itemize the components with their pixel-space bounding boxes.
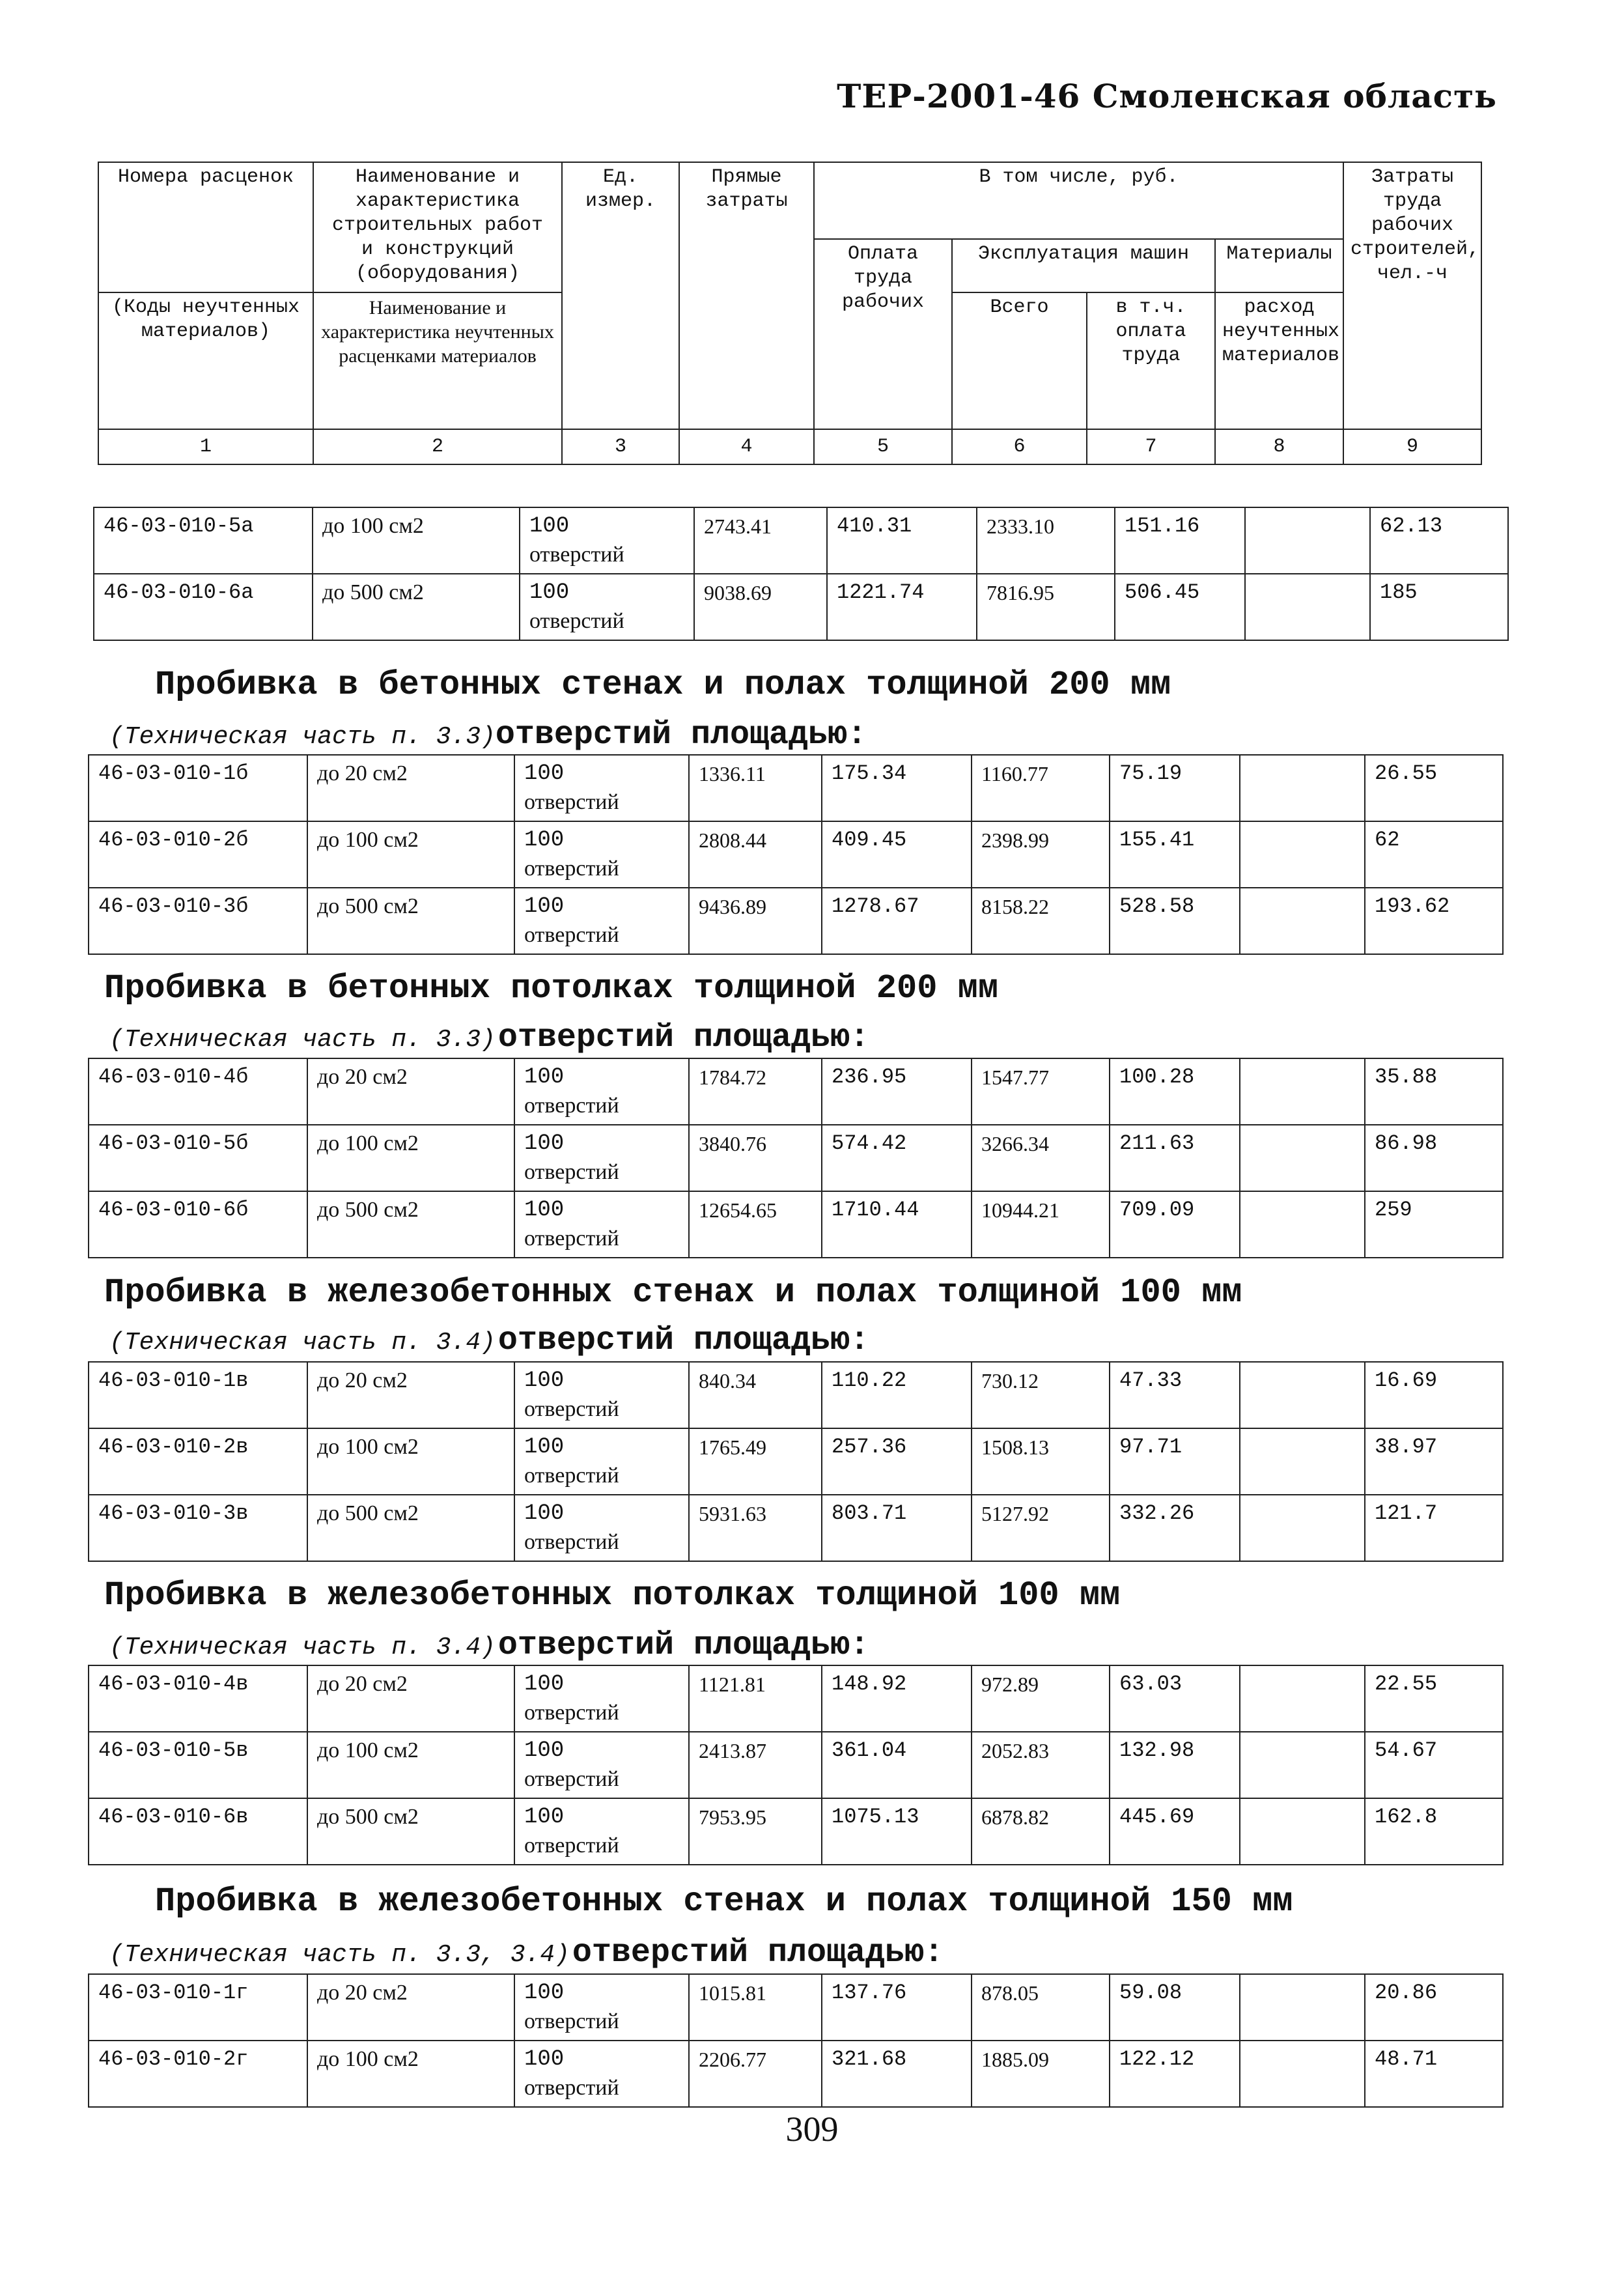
section-subtitle-bold: отверстий площадью:	[572, 1934, 944, 1972]
materials-cost	[1240, 1665, 1365, 1732]
worker-hours: 16.69	[1365, 1362, 1503, 1428]
table-row	[89, 1058, 1503, 1125]
col-number: 9	[1343, 429, 1481, 464]
direct-costs: 3840.76	[689, 1125, 822, 1191]
labor-cost: 361.04	[822, 1732, 972, 1798]
materials-cost	[1245, 574, 1370, 640]
rate-code: 46-03-010-1в	[89, 1362, 307, 1428]
section-subtitle	[109, 1322, 869, 1359]
direct-costs: 1784.72	[689, 1058, 822, 1125]
table-row	[89, 1665, 1503, 1732]
table-row	[89, 1428, 1503, 1495]
direct-costs: 12654.65	[689, 1191, 822, 1258]
unit-quantity: 100	[524, 1981, 565, 2005]
unit	[514, 888, 689, 954]
materials-cost	[1240, 2041, 1365, 2107]
unit	[514, 2041, 689, 2107]
work-name: до 500 см2	[307, 1798, 514, 1865]
machines-cost: 972.89	[972, 1665, 1110, 1732]
unit	[514, 1362, 689, 1428]
unit	[514, 1798, 689, 1865]
header-machines-labor: в т.ч. оплата труда	[1087, 292, 1215, 429]
machines-cost: 3266.34	[972, 1125, 1110, 1191]
header-direct-costs: Прямые затраты	[679, 162, 814, 429]
work-name: до 100 см2	[313, 507, 520, 574]
work-name: до 100 см2	[307, 1428, 514, 1495]
rate-code: 46-03-010-5а	[94, 507, 313, 574]
unit	[514, 1191, 689, 1258]
unit-quantity: 100	[524, 1501, 565, 1526]
header-materials: Материалы	[1215, 239, 1343, 292]
work-name: до 20 см2	[307, 1058, 514, 1125]
column-header-table	[98, 162, 1482, 465]
unit-quantity: 100	[524, 1368, 565, 1393]
table-row	[89, 1798, 1503, 1865]
section-title: Пробивка в железобетонных стенах и полах толщиной 100 мм	[104, 1273, 1242, 1312]
unit-quantity: 100	[524, 1805, 565, 1830]
header-name: Наименование и характеристика строительных работ и конструкций (оборудования)	[313, 162, 562, 292]
section-subtitle-bold: отверстий площадью:	[497, 1627, 869, 1664]
worker-hours: 162.8	[1365, 1798, 1503, 1865]
materials-cost	[1245, 507, 1370, 574]
unit-label: отверстий	[529, 609, 624, 633]
section-subtitle-italic: (Техническая часть п. 3.4)	[109, 1633, 496, 1661]
machine-labor-cost: 100.28	[1110, 1058, 1240, 1125]
work-name: до 500 см2	[307, 888, 514, 954]
machine-labor-cost: 332.26	[1110, 1495, 1240, 1561]
rate-code: 46-03-010-5б	[89, 1125, 307, 1191]
unit-label: отверстий	[524, 1530, 619, 1554]
direct-costs: 7953.95	[689, 1798, 822, 1865]
unit-quantity: 100	[524, 1738, 565, 1763]
header-group-including: В том числе, руб.	[814, 162, 1343, 239]
table-row	[89, 755, 1503, 821]
worker-hours: 54.67	[1365, 1732, 1503, 1798]
section-subtitle	[109, 1934, 944, 1972]
unit-label: отверстий	[524, 1463, 619, 1488]
rate-code: 46-03-010-2б	[89, 821, 307, 888]
section-subtitle-italic: (Техническая часть п. 3.3, 3.4)	[109, 1941, 570, 1969]
labor-cost: 409.45	[822, 821, 972, 888]
header-labor: Оплата труда рабочих	[814, 239, 952, 429]
machine-labor-cost: 506.45	[1115, 574, 1245, 640]
labor-cost: 1278.67	[822, 888, 972, 954]
worker-hours: 185	[1370, 574, 1508, 640]
direct-costs: 1121.81	[689, 1665, 822, 1732]
machine-labor-cost: 528.58	[1110, 888, 1240, 954]
direct-costs: 1765.49	[689, 1428, 822, 1495]
rate-code: 46-03-010-3в	[89, 1495, 307, 1561]
unit-quantity: 100	[524, 1672, 565, 1697]
rate-table	[88, 1361, 1504, 1562]
section-subtitle	[109, 1019, 869, 1056]
work-name: до 20 см2	[307, 1974, 514, 2041]
rate-table	[88, 1058, 1504, 1258]
labor-cost: 148.92	[822, 1665, 972, 1732]
unit-label: отверстий	[524, 1397, 619, 1421]
table-row	[94, 574, 1508, 640]
materials-cost	[1240, 888, 1365, 954]
machine-labor-cost: 63.03	[1110, 1665, 1240, 1732]
section-subtitle	[109, 716, 867, 754]
work-name: до 100 см2	[307, 2041, 514, 2107]
labor-cost: 410.31	[827, 507, 977, 574]
table-row	[89, 1125, 1503, 1191]
section-subtitle-bold: отверстий площадью:	[495, 716, 867, 754]
machine-labor-cost: 132.98	[1110, 1732, 1240, 1798]
section-subtitle-italic: (Техническая часть п. 3.4)	[109, 1329, 496, 1357]
direct-costs: 9038.69	[694, 574, 827, 640]
section-title: Пробивка в железобетонных потолках толщиной 100 мм	[104, 1576, 1121, 1615]
work-name: до 20 см2	[307, 1362, 514, 1428]
unit	[514, 1732, 689, 1798]
direct-costs: 5931.63	[689, 1495, 822, 1561]
machine-labor-cost: 211.63	[1110, 1125, 1240, 1191]
machine-labor-cost: 155.41	[1110, 821, 1240, 888]
col-number: 6	[952, 429, 1087, 464]
machine-labor-cost: 59.08	[1110, 1974, 1240, 2041]
table-row	[94, 507, 1508, 574]
machines-cost: 1547.77	[972, 1058, 1110, 1125]
worker-hours: 20.86	[1365, 1974, 1503, 2041]
labor-cost: 236.95	[822, 1058, 972, 1125]
rate-code: 46-03-010-6а	[94, 574, 313, 640]
unit-quantity: 100	[529, 580, 570, 605]
worker-hours: 38.97	[1365, 1428, 1503, 1495]
unit-label: отверстий	[524, 1094, 619, 1118]
worker-hours: 22.55	[1365, 1665, 1503, 1732]
unit	[514, 821, 689, 888]
section-subtitle-italic: (Техническая часть п. 3.3)	[109, 723, 496, 751]
materials-cost	[1240, 1974, 1365, 2041]
header-codes: Номера расценок	[98, 162, 313, 292]
unit	[514, 1058, 689, 1125]
unit-quantity: 100	[529, 514, 570, 539]
work-name: до 20 см2	[307, 1665, 514, 1732]
machine-labor-cost: 151.16	[1115, 507, 1245, 574]
rate-code: 46-03-010-4в	[89, 1665, 307, 1732]
work-name: до 20 см2	[307, 755, 514, 821]
worker-hours: 62	[1365, 821, 1503, 888]
labor-cost: 257.36	[822, 1428, 972, 1495]
machines-cost: 2398.99	[972, 821, 1110, 888]
unit-quantity: 100	[524, 1065, 565, 1090]
worker-hours: 26.55	[1365, 755, 1503, 821]
unit-label: отверстий	[524, 2076, 619, 2100]
work-name: до 100 см2	[307, 1125, 514, 1191]
header-unaccounted-name: Наименование и характеристика неучтенных расценками материалов	[313, 292, 562, 429]
labor-cost: 803.71	[822, 1495, 972, 1561]
direct-costs: 9436.89	[689, 888, 822, 954]
col-number: 8	[1215, 429, 1343, 464]
machines-cost: 2333.10	[977, 507, 1115, 574]
unit	[514, 1495, 689, 1561]
machine-labor-cost: 122.12	[1110, 2041, 1240, 2107]
header-group-machines: Эксплуатация машин	[952, 239, 1215, 292]
machines-cost: 878.05	[972, 1974, 1110, 2041]
machine-labor-cost: 75.19	[1110, 755, 1240, 821]
unit	[514, 755, 689, 821]
unit-quantity: 100	[524, 1198, 565, 1223]
rate-code: 46-03-010-2г	[89, 2041, 307, 2107]
header-unit: Ед. измер.	[562, 162, 679, 429]
rate-code: 46-03-010-1г	[89, 1974, 307, 2041]
direct-costs: 2206.77	[689, 2041, 822, 2107]
unit	[514, 1665, 689, 1732]
rate-table	[93, 507, 1509, 641]
unit-quantity: 100	[524, 1131, 565, 1156]
materials-cost	[1240, 755, 1365, 821]
unit-label: отверстий	[524, 1160, 619, 1184]
table-row	[89, 888, 1503, 954]
table-row	[89, 2041, 1503, 2107]
col-number: 3	[562, 429, 679, 464]
rate-code: 46-03-010-1б	[89, 755, 307, 821]
direct-costs: 1015.81	[689, 1974, 822, 2041]
work-name: до 100 см2	[307, 1732, 514, 1798]
labor-cost: 1710.44	[822, 1191, 972, 1258]
rate-table	[88, 1665, 1504, 1865]
materials-cost	[1240, 1428, 1365, 1495]
materials-cost	[1240, 1732, 1365, 1798]
header-unaccounted-codes: (Коды неучтенных материалов)	[98, 292, 313, 429]
materials-cost	[1240, 1495, 1365, 1561]
section-subtitle-italic: (Техническая часть п. 3.3)	[109, 1026, 496, 1054]
section-subtitle-bold: отверстий площадью:	[497, 1322, 869, 1359]
rate-table	[88, 1973, 1504, 2108]
page-header-title: ТЕР-2001-46 Смоленская область	[837, 77, 1497, 115]
direct-costs: 2743.41	[694, 507, 827, 574]
unit-label: отверстий	[524, 790, 619, 814]
machine-labor-cost: 709.09	[1110, 1191, 1240, 1258]
worker-hours: 62.13	[1370, 507, 1508, 574]
unit-quantity: 100	[524, 761, 565, 786]
materials-cost	[1240, 1191, 1365, 1258]
machines-cost: 730.12	[972, 1362, 1110, 1428]
unit	[514, 1974, 689, 2041]
header-materials-consumption: расход неучтенных материалов	[1215, 292, 1343, 429]
section-title: Пробивка в железобетонных стенах и полах толщиной 150 мм	[155, 1882, 1293, 1921]
direct-costs: 1336.11	[689, 755, 822, 821]
section-title: Пробивка в бетонных потолках толщиной 200 мм	[104, 969, 999, 1008]
labor-cost: 1221.74	[827, 574, 977, 640]
header-worker-hours: Затраты труда рабочих строителей, чел.-ч	[1343, 162, 1481, 429]
unit	[514, 1428, 689, 1495]
worker-hours: 193.62	[1365, 888, 1503, 954]
unit-label: отверстий	[524, 1833, 619, 1858]
col-number: 5	[814, 429, 952, 464]
table-row	[89, 1732, 1503, 1798]
unit-label: отверстий	[529, 543, 624, 567]
table-row	[89, 1362, 1503, 1428]
table-row	[89, 821, 1503, 888]
rate-code: 46-03-010-6в	[89, 1798, 307, 1865]
page-number: 309	[785, 2110, 839, 2149]
materials-cost	[1240, 1058, 1365, 1125]
worker-hours: 35.88	[1365, 1058, 1503, 1125]
rate-code: 46-03-010-2в	[89, 1428, 307, 1495]
table-row	[89, 1495, 1503, 1561]
rate-code: 46-03-010-3б	[89, 888, 307, 954]
direct-costs: 2413.87	[689, 1732, 822, 1798]
unit	[520, 574, 694, 640]
machines-cost: 10944.21	[972, 1191, 1110, 1258]
unit-label: отверстий	[524, 1226, 619, 1251]
machines-cost: 8158.22	[972, 888, 1110, 954]
materials-cost	[1240, 1362, 1365, 1428]
work-name: до 500 см2	[307, 1495, 514, 1561]
labor-cost: 1075.13	[822, 1798, 972, 1865]
materials-cost	[1240, 1798, 1365, 1865]
unit	[520, 507, 694, 574]
unit-label: отверстий	[524, 1767, 619, 1791]
machines-cost: 1885.09	[972, 2041, 1110, 2107]
worker-hours: 48.71	[1365, 2041, 1503, 2107]
rate-code: 46-03-010-5в	[89, 1732, 307, 1798]
direct-costs: 2808.44	[689, 821, 822, 888]
rate-code: 46-03-010-6б	[89, 1191, 307, 1258]
machines-cost: 1508.13	[972, 1428, 1110, 1495]
section-subtitle	[109, 1627, 869, 1664]
rate-table	[88, 754, 1504, 955]
table-row	[89, 1974, 1503, 2041]
worker-hours: 259	[1365, 1191, 1503, 1258]
col-number: 4	[679, 429, 814, 464]
col-number: 7	[1087, 429, 1215, 464]
labor-cost: 574.42	[822, 1125, 972, 1191]
work-name: до 500 см2	[313, 574, 520, 640]
unit-label: отверстий	[524, 856, 619, 881]
labor-cost: 175.34	[822, 755, 972, 821]
machines-cost: 7816.95	[977, 574, 1115, 640]
materials-cost	[1240, 1125, 1365, 1191]
header-machines-total: Всего	[952, 292, 1087, 429]
unit-quantity: 100	[524, 1435, 565, 1460]
labor-cost: 137.76	[822, 1974, 972, 2041]
machines-cost: 6878.82	[972, 1798, 1110, 1865]
machine-labor-cost: 47.33	[1110, 1362, 1240, 1428]
worker-hours: 86.98	[1365, 1125, 1503, 1191]
labor-cost: 321.68	[822, 2041, 972, 2107]
direct-costs: 840.34	[689, 1362, 822, 1428]
rate-code: 46-03-010-4б	[89, 1058, 307, 1125]
machine-labor-cost: 445.69	[1110, 1798, 1240, 1865]
machine-labor-cost: 97.71	[1110, 1428, 1240, 1495]
table-row	[89, 1191, 1503, 1258]
machines-cost: 1160.77	[972, 755, 1110, 821]
work-name: до 100 см2	[307, 821, 514, 888]
machines-cost: 2052.83	[972, 1732, 1110, 1798]
worker-hours: 121.7	[1365, 1495, 1503, 1561]
work-name: до 500 см2	[307, 1191, 514, 1258]
section-title: Пробивка в бетонных стенах и полах толщиной 200 мм	[155, 666, 1171, 704]
labor-cost: 110.22	[822, 1362, 972, 1428]
col-number: 1	[98, 429, 313, 464]
unit-quantity: 100	[524, 894, 565, 919]
col-number: 2	[313, 429, 562, 464]
machines-cost: 5127.92	[972, 1495, 1110, 1561]
materials-cost	[1240, 821, 1365, 888]
unit-label: отверстий	[524, 2009, 619, 2033]
section-subtitle-bold: отверстий площадью:	[497, 1019, 869, 1056]
unit-label: отверстий	[524, 923, 619, 947]
unit-quantity: 100	[524, 2047, 565, 2072]
unit-label: отверстий	[524, 1701, 619, 1725]
unit-quantity: 100	[524, 828, 565, 853]
unit	[514, 1125, 689, 1191]
